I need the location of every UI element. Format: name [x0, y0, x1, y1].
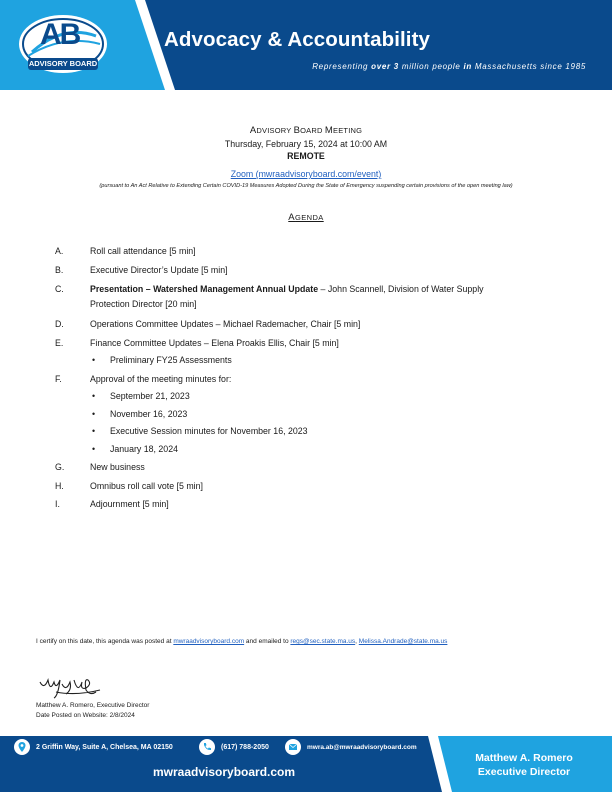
bullet-icon: • [92, 444, 96, 454]
agenda-subtext: January 18, 2024 [110, 444, 178, 454]
bullet-icon: • [92, 409, 96, 419]
meeting-title: ADVISORY BOARD MEETING [249, 125, 363, 136]
agenda-letter: E. [55, 338, 64, 348]
agenda-text: Finance Committee Updates – Elena Proakis Ellis, Chair [5 min] [90, 338, 339, 348]
footer-address: 2 Griffin Way, Suite A, Chelsea, MA 02150 [36, 744, 173, 751]
zoom-link[interactable]: Zoom (mwraadvisoryboard.com/event) [230, 169, 382, 179]
agenda-letter: C. [55, 284, 64, 294]
bullet-icon: • [92, 391, 96, 401]
agenda-letter: H. [55, 481, 64, 491]
email-icon [285, 739, 301, 755]
agenda-text: Operations Committee Updates – Michael Rademacher, Chair [5 min] [90, 319, 361, 329]
bullet-icon: • [92, 355, 96, 365]
footer-director-role: Executive Director [477, 766, 571, 778]
agenda-text: Protection Director [20 min] [90, 299, 197, 309]
meeting-mode: REMOTE [287, 151, 325, 161]
agenda-letter: A. [55, 246, 64, 256]
posted-date: Date Posted on Website: 2/8/2024 [36, 712, 135, 719]
page-header [0, 0, 612, 90]
agenda-text: Adjournment [5 min] [90, 499, 169, 509]
agenda-text: Roll call attendance [5 min] [90, 246, 196, 256]
header-title: Advocacy & Accountability [164, 28, 431, 51]
agenda-letter: I. [55, 499, 60, 509]
location-pin-icon [14, 739, 30, 755]
signer-name: Matthew A. Romero, Executive Director [36, 702, 150, 709]
signature-image [36, 670, 106, 700]
site-link[interactable]: mwraadvisoryboard.com [173, 638, 245, 645]
agenda-letter: G. [55, 462, 65, 472]
logo-caption: ADVISORY BOARD [28, 59, 98, 68]
agenda-text: Approval of the meeting minutes for: [90, 374, 232, 384]
agenda-heading: AGENDA [288, 212, 324, 223]
footer-phone[interactable]: (617) 788-2050 [221, 744, 269, 751]
meeting-date: Thursday, February 15, 2024 at 10:00 AM [224, 139, 388, 149]
logo-letters: AB [40, 18, 80, 51]
agenda-text: Presentation – Watershed Management Annual Update – John Scannell, Division of Water Supply [90, 284, 484, 294]
agenda-letter: D. [55, 319, 64, 329]
agenda-letter: F. [55, 374, 62, 384]
agenda-letter: B. [55, 265, 64, 275]
email-link-andrade[interactable]: Melissa.Andrade@state.ma.us [358, 638, 448, 645]
advisory-board-logo [18, 14, 108, 76]
agenda-subtext: November 16, 2023 [110, 409, 188, 419]
agenda-subtext: Executive Session minutes for November 16, 2023 [110, 426, 308, 436]
agenda-subtext: Preliminary FY25 Assessments [110, 355, 232, 365]
agenda-subtext: September 21, 2023 [110, 391, 190, 401]
phone-icon [199, 739, 215, 755]
footer-director-name: Matthew A. Romero [475, 752, 573, 764]
bullet-icon: • [92, 426, 96, 436]
agenda-text: Executive Director’s Update [5 min] [90, 265, 228, 275]
header-tagline: Representing over 3 million people in Massachusetts since 1985 [312, 62, 586, 71]
agenda-text: New business [90, 462, 145, 472]
certification-statement: I certify on this date, this agenda was posted at mwraadvisoryboard.com and emailed to regs@sec.state.ma.us, Melissa.Andrade@state.ma.us [36, 638, 448, 645]
footer-website[interactable]: mwraadvisoryboard.com [153, 765, 296, 779]
meeting-legal-note: (pursuant to An Act Relative to Extending Certain COVID-19 Measures Adopted During the State of Emergency suspending certain provisions of the open meeting law) [99, 183, 513, 189]
agenda-text: Omnibus roll call vote [5 min] [90, 481, 203, 491]
email-link-regs[interactable]: regs@sec.state.ma.us [290, 638, 356, 645]
footer-email[interactable]: mwra.ab@mwraadvisoryboard.com [307, 744, 417, 751]
